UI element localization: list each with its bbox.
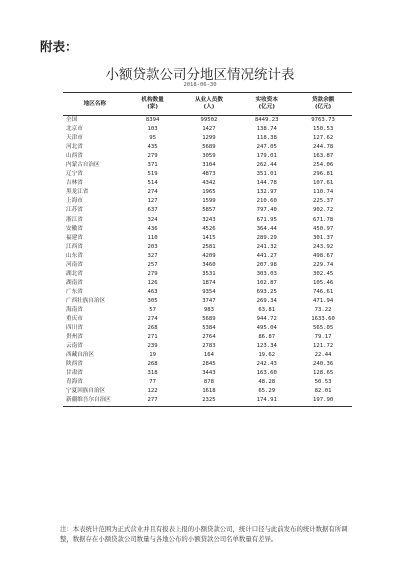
cell-loan-balance: 671.78 — [312, 216, 334, 223]
cell-loan-balance: 229.74 — [312, 261, 334, 268]
cell-employees: 1618 — [202, 388, 216, 395]
attachment-label: 附表： — [40, 39, 78, 54]
cell-region: 福建省 — [66, 234, 83, 241]
cell-paid-capital: 303.03 — [256, 270, 277, 277]
table-row — [63, 225, 352, 234]
table-row — [63, 161, 352, 170]
cell-loan-balance: 902.72 — [312, 207, 334, 214]
cell-loan-balance: 107.61 — [312, 180, 334, 187]
page-title: 小额贷款公司分地区情况统计表 — [105, 67, 295, 83]
cell-paid-capital: 63.81 — [258, 307, 276, 313]
cell-institutions: 327 — [147, 252, 158, 259]
cell-region: 天津市 — [66, 135, 83, 142]
cell-employees: 2764 — [202, 334, 216, 341]
cell-loan-balance: 197.90 — [294, 396, 352, 406]
cell-paid-capital: 163.60 — [256, 370, 277, 377]
cell-region: 湖南省 — [66, 279, 83, 286]
table-row — [63, 170, 352, 179]
cell-region: 海南省 — [66, 307, 83, 313]
table-row — [63, 270, 352, 279]
cell-loan-balance: 471.94 — [312, 297, 334, 304]
cell-paid-capital: 8449.23 — [254, 117, 279, 124]
cell-loan-balance: 498.67 — [312, 252, 334, 259]
table-row — [63, 143, 352, 152]
cell-loan-balance: 50.53 — [314, 379, 332, 386]
cell-region: 安徽省 — [66, 225, 83, 232]
cell-loan-balance: 110.74 — [312, 189, 334, 196]
table-row — [63, 351, 352, 360]
cell-paid-capital: 242.43 — [256, 361, 277, 368]
cell-employees: 3104 — [202, 162, 216, 169]
cell-institutions: 305 — [147, 297, 158, 304]
table-row — [63, 378, 352, 387]
table-row — [63, 216, 352, 225]
table-row — [63, 125, 352, 134]
cell-loan-balance: 9763.73 — [311, 117, 335, 124]
cell-loan-balance: 163.87 — [312, 153, 334, 160]
report-date: 2018-06-30 — [183, 82, 217, 88]
cell-loan-balance: 73.22 — [314, 307, 332, 313]
cell-employees: 5689 — [202, 316, 216, 323]
cell-region: 江西省 — [66, 243, 83, 250]
header-loan-balance: 贷款余额 (亿元) — [294, 93, 352, 116]
table-row — [63, 279, 352, 288]
cell-employees: 9354 — [202, 288, 216, 295]
table-row — [63, 396, 352, 406]
cell-institutions: 110 — [147, 234, 158, 241]
table-row — [63, 333, 352, 342]
table-row — [63, 197, 352, 206]
cell-employees: 2581 — [202, 243, 216, 250]
cell-loan-balance: 127.62 — [312, 135, 334, 142]
cell-institutions: 274 — [147, 316, 158, 323]
cell-region: 河南省 — [66, 261, 83, 268]
cell-loan-balance: 128.65 — [312, 370, 334, 377]
cell-institutions: 57 — [149, 307, 156, 313]
cell-loan-balance: 244.78 — [312, 144, 334, 151]
cell-employees: 3747 — [202, 297, 216, 304]
cell-employees: 1599 — [202, 198, 216, 205]
cell-employees: 3460 — [202, 261, 216, 268]
cell-paid-capital: 351.01 — [256, 171, 277, 178]
cell-region: 青海省 — [66, 379, 83, 386]
cell-institutions: 514 — [147, 180, 158, 187]
cell-paid-capital: 65.29 — [258, 388, 276, 395]
cell-institutions: 239 — [147, 343, 158, 350]
cell-region: 四川省 — [66, 325, 83, 332]
cell-paid-capital: 247.05 — [256, 144, 277, 151]
cell-region: 吉林省 — [66, 180, 83, 187]
cell-paid-capital: 441.27 — [256, 252, 277, 259]
cell-paid-capital: 123.34 — [256, 343, 277, 350]
cell-region: 新疆维吾尔自治区 — [63, 396, 127, 406]
cell-institutions: 127 — [147, 198, 158, 205]
cell-paid-capital: 797.40 — [256, 207, 277, 214]
table-row — [63, 179, 352, 188]
cell-institutions: 271 — [147, 334, 158, 341]
table-row — [63, 369, 352, 378]
cell-loan-balance: 225.37 — [312, 198, 334, 205]
cell-employees: 3443 — [202, 370, 216, 377]
table-row — [63, 342, 352, 351]
cell-institutions: 637 — [147, 207, 158, 214]
cell-institutions: 8394 — [145, 117, 160, 124]
cell-institutions: 19 — [149, 352, 156, 359]
cell-region: 广西壮族自治区 — [66, 297, 106, 304]
cell-loan-balance: 450.97 — [312, 225, 334, 232]
cell-paid-capital: 671.95 — [256, 216, 277, 223]
cell-employees: 1299 — [202, 135, 216, 142]
table-row — [63, 288, 352, 297]
cell-employees: 5384 — [202, 325, 216, 332]
cell-region: 山西省 — [66, 153, 83, 160]
cell-loan-balance: 301.37 — [312, 234, 334, 241]
cell-region: 陕西省 — [66, 361, 83, 368]
table-row — [63, 324, 352, 333]
table-row — [63, 315, 352, 324]
cell-institutions: 268 — [147, 325, 158, 332]
cell-institutions: 324 — [147, 216, 158, 223]
cell-paid-capital: 19.62 — [258, 352, 276, 359]
table-row — [63, 116, 352, 126]
cell-region: 江苏省 — [66, 207, 83, 214]
cell-institutions: 436 — [147, 225, 158, 232]
statistics-table — [63, 92, 352, 407]
cell-paid-capital: 179.01 — [256, 153, 277, 160]
cell-paid-capital: 174.91 — [239, 396, 294, 406]
cell-paid-capital: 132.97 — [256, 189, 277, 196]
cell-loan-balance: 240.36 — [312, 361, 334, 368]
cell-paid-capital: 944.72 — [256, 316, 277, 323]
cell-loan-balance: 105.46 — [312, 279, 334, 286]
cell-employees: 4209 — [202, 252, 216, 259]
cell-region: 北京市 — [66, 126, 83, 133]
cell-institutions: 126 — [147, 279, 158, 286]
cell-region: 辽宁省 — [66, 171, 83, 178]
cell-paid-capital: 269.34 — [256, 297, 277, 304]
cell-paid-capital: 144.78 — [256, 180, 277, 187]
table-row — [63, 297, 352, 306]
cell-paid-capital: 102.87 — [256, 279, 277, 286]
cell-employees: 983 — [203, 307, 214, 313]
cell-paid-capital: 289.29 — [256, 234, 277, 241]
cell-paid-capital: 262.44 — [256, 162, 277, 169]
cell-institutions: 274 — [147, 189, 158, 196]
cell-paid-capital: 241.32 — [256, 243, 277, 250]
cell-institutions: 435 — [147, 144, 158, 151]
cell-region: 云南省 — [66, 343, 83, 350]
cell-employees: 1415 — [202, 234, 216, 241]
header-paid-capital: 实收资本 (亿元) — [239, 93, 294, 116]
cell-employees: 4873 — [202, 171, 216, 178]
cell-loan-balance: 565.05 — [312, 325, 334, 332]
cell-loan-balance: 296.81 — [312, 171, 334, 178]
cell-institutions: 279 — [147, 270, 158, 277]
cell-employees: 3531 — [202, 270, 216, 277]
cell-loan-balance: 254.06 — [312, 162, 334, 169]
cell-institutions: 257 — [147, 261, 158, 268]
cell-employees: 878 — [203, 379, 214, 386]
table-row — [63, 243, 352, 252]
cell-region: 浙江省 — [66, 216, 83, 223]
cell-institutions: 318 — [147, 370, 158, 377]
header-employees: 从业人员数 (人) — [179, 93, 240, 116]
table-row — [63, 306, 352, 315]
cell-institutions: 371 — [147, 162, 158, 169]
header-region: 地区名称 — [63, 93, 127, 116]
cell-employees: 3243 — [202, 216, 216, 223]
cell-region: 黑龙江省 — [66, 189, 89, 196]
cell-region: 内蒙古自治区 — [66, 162, 100, 169]
cell-loan-balance: 22.44 — [314, 352, 332, 359]
cell-institutions: 95 — [149, 135, 156, 142]
cell-paid-capital: 207.98 — [256, 261, 277, 268]
cell-paid-capital: 495.04 — [256, 325, 277, 332]
cell-paid-capital: 693.25 — [256, 288, 277, 295]
cell-loan-balance: 243.92 — [312, 243, 334, 250]
cell-employees: 1427 — [202, 126, 216, 133]
cell-loan-balance: 302.45 — [312, 270, 334, 277]
cell-region: 河北省 — [66, 144, 83, 151]
cell-employees: 99502 — [200, 117, 218, 124]
cell-region: 贵州省 — [66, 334, 83, 341]
cell-employees: 5857 — [202, 207, 216, 214]
cell-institutions: 277 — [127, 396, 179, 406]
cell-region: 上海市 — [66, 198, 83, 205]
cell-institutions: 203 — [147, 243, 158, 250]
table-row — [63, 234, 352, 243]
cell-employees: 1965 — [202, 189, 216, 196]
table-row — [63, 252, 352, 261]
cell-institutions: 122 — [147, 388, 158, 395]
cell-institutions: 279 — [147, 153, 158, 160]
cell-institutions: 463 — [147, 288, 158, 295]
cell-paid-capital: 210.60 — [256, 198, 277, 205]
cell-employees: 5689 — [202, 144, 216, 151]
cell-employees: 1874 — [202, 279, 216, 286]
cell-institutions: 519 — [147, 171, 158, 178]
cell-institutions: 77 — [149, 379, 156, 386]
cell-paid-capital: 86.87 — [258, 334, 276, 341]
table-row — [63, 188, 352, 197]
cell-loan-balance: 121.72 — [312, 343, 334, 350]
table-row — [63, 152, 352, 161]
cell-region: 宁夏回族自治区 — [66, 388, 106, 395]
cell-employees: 164 — [203, 352, 214, 359]
cell-employees: 2783 — [202, 343, 216, 350]
cell-institutions: 103 — [147, 126, 158, 133]
table-row — [63, 261, 352, 270]
cell-paid-capital: 48.28 — [258, 379, 276, 386]
cell-paid-capital: 364.44 — [256, 225, 277, 232]
cell-region: 西藏自治区 — [66, 352, 94, 359]
cell-region: 甘肃省 — [66, 370, 83, 377]
cell-paid-capital: 138.74 — [256, 126, 277, 133]
footnote: 注：本表统计范围为正式营业并且有报表上报的小额贷款公司，统计口径与此前发布的统计数据有所调整，数据存在小额贷款公司数量与各地公布的小额贷款公司名单数量有差异。 — [60, 525, 348, 543]
table-row — [63, 206, 352, 215]
cell-institutions: 268 — [147, 361, 158, 368]
table-header-row — [63, 93, 352, 116]
cell-region: 重庆市 — [66, 316, 83, 323]
table-body — [63, 116, 352, 407]
cell-loan-balance: 150.53 — [312, 126, 334, 133]
cell-employees: 4526 — [202, 225, 216, 232]
header-institutions: 机构数量 (家) — [127, 93, 179, 116]
cell-employees: 3059 — [202, 153, 216, 160]
cell-loan-balance: 1633.60 — [311, 316, 335, 323]
cell-employees: 2325 — [179, 396, 240, 406]
cell-loan-balance: 82.01 — [314, 388, 332, 395]
cell-employees: 4342 — [202, 180, 216, 187]
cell-employees: 2845 — [202, 361, 216, 368]
cell-loan-balance: 79.17 — [314, 334, 332, 341]
cell-paid-capital: 118.38 — [256, 135, 277, 142]
table-row — [63, 360, 352, 369]
table-row — [63, 134, 352, 143]
cell-region: 广东省 — [66, 288, 83, 295]
table-row — [63, 387, 352, 396]
cell-region: 山东省 — [66, 252, 83, 259]
cell-region: 全国 — [66, 117, 78, 124]
cell-loan-balance: 746.61 — [312, 288, 334, 295]
cell-region: 湖北省 — [66, 270, 83, 277]
